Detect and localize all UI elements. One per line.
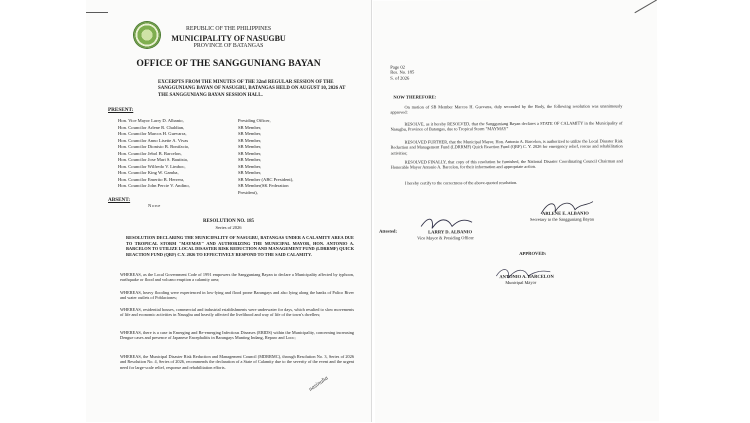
member-role: Presiding Officer, [238,118,271,123]
approved-label: APPROVED: [519,250,547,256]
member-role: SB Member, [238,157,262,162]
resolution-series: Series of 2026 [215,225,242,230]
secretary-name: ARLENE E. ALBANIO [541,210,589,216]
member-role: SB Member, [238,137,262,143]
resolve-paragraph: RESOLVE, as it hereby RESOLVED, that the Sangguniang Bayan declares a STATE OF CALAMITY in the Municipality of Nasugbu, Province of Batangas, due to Tropical Storm "MAYMAY" [390,120,623,132]
excerpts-line: EXCERPTS FROM THE MINUTES OF THE 32nd REGULAR SESSION OF THE [158,80,334,85]
vice-mayor-name: LARRY D. ALBANIO [428,229,473,235]
member-name: Hon. Councilor Emerito B. Herrera, [118,176,185,182]
member-role: SB Member, [238,124,262,130]
now-therefore: NOW THEREFORE: [393,94,437,100]
member-role: SB Member, [238,131,262,136]
member-role: SB Member, [238,163,262,169]
header-republic: REPUBLIC OF THE PHILIPPINES [185,26,272,32]
document-page-2 [373,0,659,423]
member-name: Hon. Councilor Dionisio B. Bonifacio, [118,144,190,149]
member-name: Hon. Councilor John Percie V. Andino, [118,183,190,188]
attested-label: Attested: [379,228,397,234]
office-title: OFFICE OF THE SANGGUNIANG BAYAN [136,58,321,69]
page-number: Page 02 [390,64,405,70]
whereas-paragraph: WHEREAS, residential houses, commercial and industrial establishments were underwater for days, which resulted to slow movements of life and economic activities in Nasugbu and heavily affected the livelihood and way of life of the town's dwellers; [120,307,354,318]
corner-mark [634,0,657,13]
member-role: SB Member(SK Federation [238,183,289,188]
absent-label: ABSENT: [108,197,131,203]
mayor-title: Municipal Mayor [505,279,537,286]
present-label: PRESENT: [108,107,134,113]
whereas-paragraph: WHEREAS, as the Local Government Code of 1991 empowers the Sangguniang Bayan to declare a Municipality affected by typhoon, earthquake or flood and volcano eruption a calamity area; [120,272,354,283]
excerpts-line: THE SANGGUNIANG BAYAN SESSION HALL. [158,92,263,98]
mayor-name: ANTONIO A. BARCELON [499,273,554,280]
excerpts-block [158,80,363,99]
member-name: Hon. Councilor Arlene R. Chaldian, [118,124,185,130]
vice-mayor-title: Vice Mayor & Presiding Officer [417,235,474,241]
member-name: Hon. Vice Mayor Larry D. Albanio, [118,118,184,123]
certification-line: I hereby certify to the correctness of the above-quoted resolution. [404,179,518,186]
member-role: SB Member (ABC President), [238,176,294,182]
resolution-title: RESOLUTION DECLARING THE MUNICIPALITY OF NASUGBU, BATANGAS UNDER A CALAMITY AREA DUE TO TROPICAL STORM "MAYMAY" AND AUTHORIZING THE MUNICIPAL MAYOR, HON. ANTONIO A. BARCELON TO UTILIZE LOCAL DISASTER RISK REDUCTION AND MANAGEMENT FUND (LDRRMF) QUICK REACTION FUND (QRF) C.Y. 2026 TO EFFECTIVELY RESPOND TO THE SAID CALAMITY. [126,235,354,258]
member-name: Hon. Councilor Marcos H. Guevarra, [118,131,187,136]
member-name: Hon. Councilor Wilfredo V. Limboc, [118,163,186,169]
handwritten-initials: nasinuha [308,375,330,393]
resolution-ref: Res. No. 185 [390,69,415,75]
member-name: Hon. Councilor Jebol B. Barcelon, [118,150,182,156]
member-role: SB Member, [238,144,262,149]
member-name: Hon. Councilor Anno Lisette A. Vivas [118,137,189,143]
resolved-further-paragraph: RESOLVED FURTHER, that the Municipal Mayor, Hon. Antonio A. Barcelon, is authorized to utilize the Local Disaster Risk Reduction and Management Fund (LDRRMF) Quick Reaction Fund (QRF) C. Y. 2026 for emergency relief, rescue and rehabilitation activities; [390,138,623,156]
absent-value: None [148,203,162,208]
page-reference [390,65,414,81]
motion-paragraph: On motion of SB Member Marcos H. Guevarra, duly seconded by the Body, the following resolution was unanimously approved: [390,103,623,115]
header-province: PROVINCE OF BATANGAS [193,43,264,49]
member-role: SB Member, [238,150,262,156]
whereas-paragraph: WHEREAS, heavy flooding were experienced in low-lying and flood prone Barangays and also lying along the banks of Palico River and water outlets of Poblaciones; [120,290,354,301]
member-role: President), [238,189,258,195]
document-page-1 [86,0,371,422]
corner-mark [86,12,108,13]
member-name: Hon. Councilor King W. Gamba, [118,170,179,175]
resolution-number: RESOLUTION NO. 185 [203,219,254,224]
member-name: Hon. Councilor Jose Mari S. Bautista, [118,157,188,162]
whereas-paragraph: WHEREAS, there is a case in Emerging and Re-emerging Infectious Diseases (ERIDS) within the Municipality, concerning increasing Dengue cases and presence of Japanese Encephalitis in Barangays Munting Indang, Reparo and Looc; [120,330,354,341]
secretary-title: Secretary to the Sangguniang Bayan [530,216,594,222]
resolved-finally-paragraph: RESOLVED FINALLY, that copy of this resolution be furnished, the National Disaster Coordinating Council Chairman and Honorable Mayor Antonio A. Barcelon, for their information and appropriate action. [390,158,623,170]
member-role: SB Member, [238,170,262,175]
header-municipality: MUNICIPALITY OF NASUGBU [171,34,286,43]
whereas-paragraph: WHEREAS, the Municipal Disaster Risk Reduction and Management Council (MDRRMC), through Resolution No. 3, Series of 2026 and Resolution No. 4, Series of 2026, recommends the declaration of a State of Calamity due to the severity of the event and the urgent need for large-scale relief, response and rehabilitation efforts. [120,354,354,370]
excerpts-line: SANGGUNIANG BAYAN OF NASUGBU, BATANGAS HELD ON AUGUST 10, 2026 AT [158,86,346,92]
series-ref: S. of 2026 [390,75,410,81]
